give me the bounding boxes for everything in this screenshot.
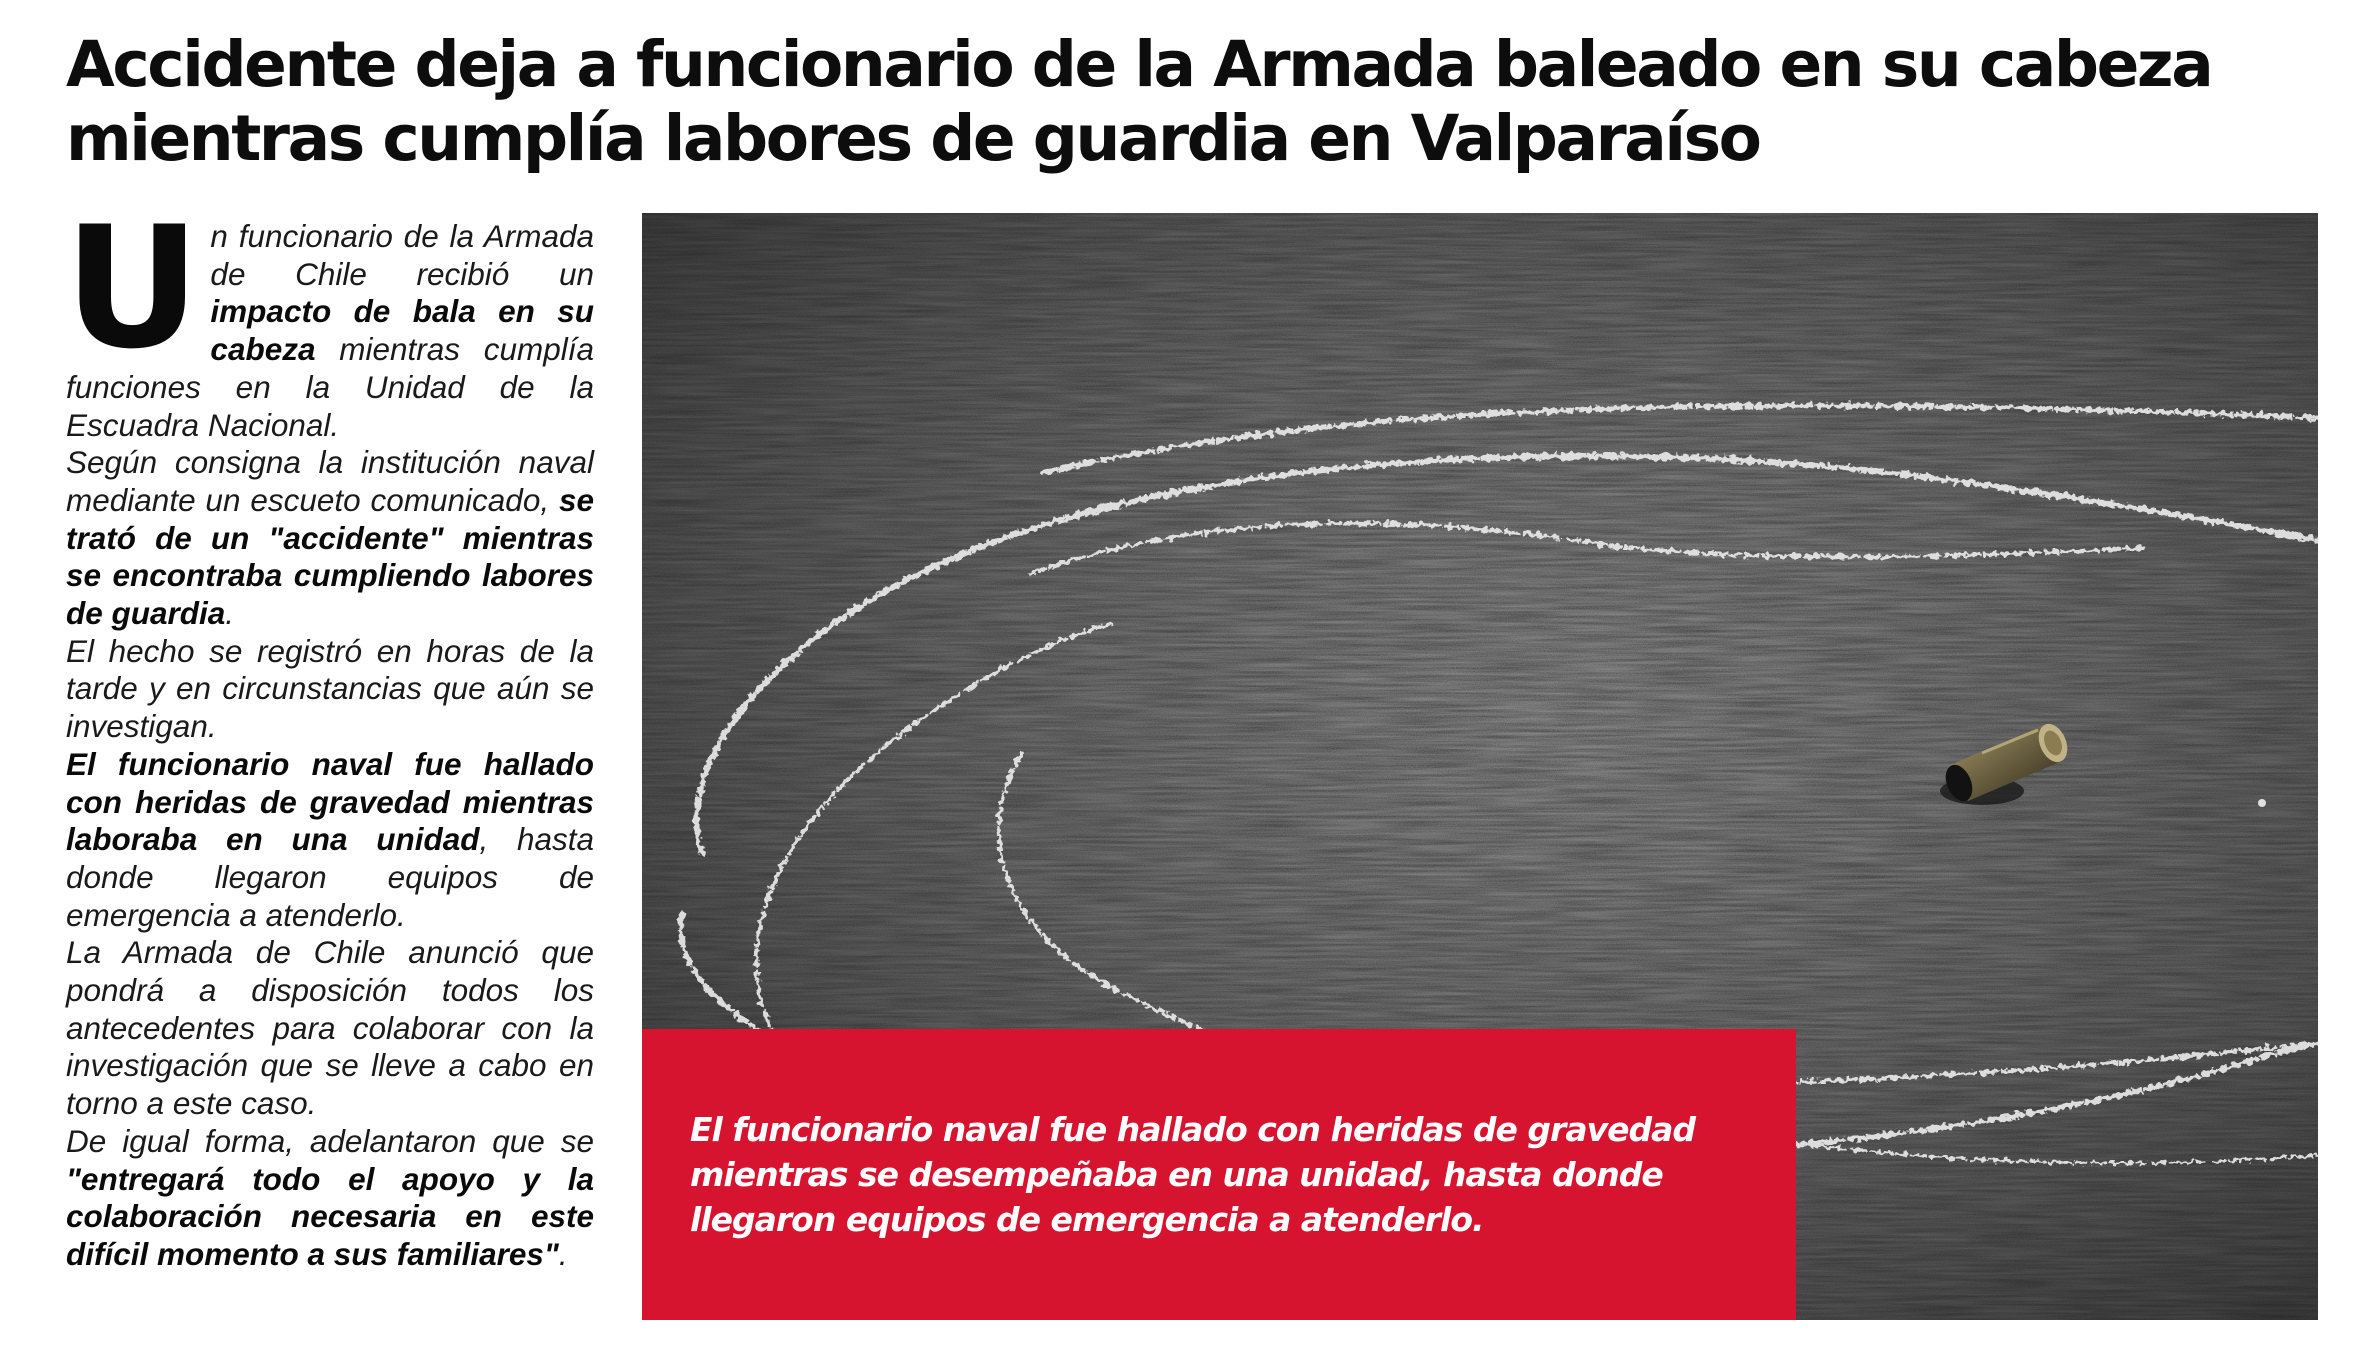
headline — [66, 28, 2326, 176]
text-run: Según consigna la institución naval mediante un escueto comunicado, — [66, 444, 594, 518]
headline-line-2: mientras cumplía labores de guardia en Valparaíso — [66, 102, 1760, 175]
paragraph-5 — [66, 934, 594, 1123]
text-run: La Armada de Chile anunció que pondrá a disposición todos los antecedentes para colaborar con la investigación que se lleve a cabo en torno a este caso. — [66, 934, 594, 1122]
drop-cap: U — [64, 190, 197, 386]
paragraph-2 — [66, 444, 594, 633]
pebble — [2258, 799, 2266, 807]
paragraph-4 — [66, 746, 594, 935]
photo-caption: El funcionario naval fue hallado con heridas de gravedad mientras se desempeñaba en una unidad, hasta donde llegaron equipos de emergencia a atenderlo. — [690, 1110, 1695, 1239]
news-photo — [642, 213, 2318, 1320]
paragraph-1 — [64, 190, 594, 444]
text-run: n funcionario de la Armada de Chile recibió un — [210, 218, 594, 292]
bold-text-run: se trató de un "accidente" mientras se encontraba cumpliendo labores de guardia — [66, 481, 594, 632]
text-run: . — [225, 595, 235, 632]
bold-text-run: "entregará todo el apoyo y la colaboración necesaria en este difícil momento a sus familiares" — [66, 1160, 594, 1272]
bold-text-run: El funcionario naval fue hallado con heridas de gravedad mientras laboraba en una unidad — [66, 745, 594, 858]
paragraph-3 — [66, 633, 594, 746]
text-run: . — [558, 1235, 568, 1272]
article-body — [64, 190, 595, 1274]
bold-text-run: impacto de bala en su cabeza — [210, 293, 594, 368]
caption-box — [642, 1029, 1796, 1320]
text-run: El hecho se registró en horas de la tarde y en circunstancias que aún se investigan. — [66, 632, 594, 745]
paragraph-6 — [66, 1123, 594, 1274]
text-run: De igual forma, adelantaron que se — [66, 1122, 594, 1159]
headline-line-1: Accidente deja a funcionario de la Armada baleado en su cabeza — [66, 28, 2212, 101]
text-run: mientras cumplía funciones en la Unidad de la Escuadra Nacional. — [66, 331, 594, 443]
text-run: , hasta donde llegaron equipos de emergencia a atenderlo. — [66, 821, 595, 933]
